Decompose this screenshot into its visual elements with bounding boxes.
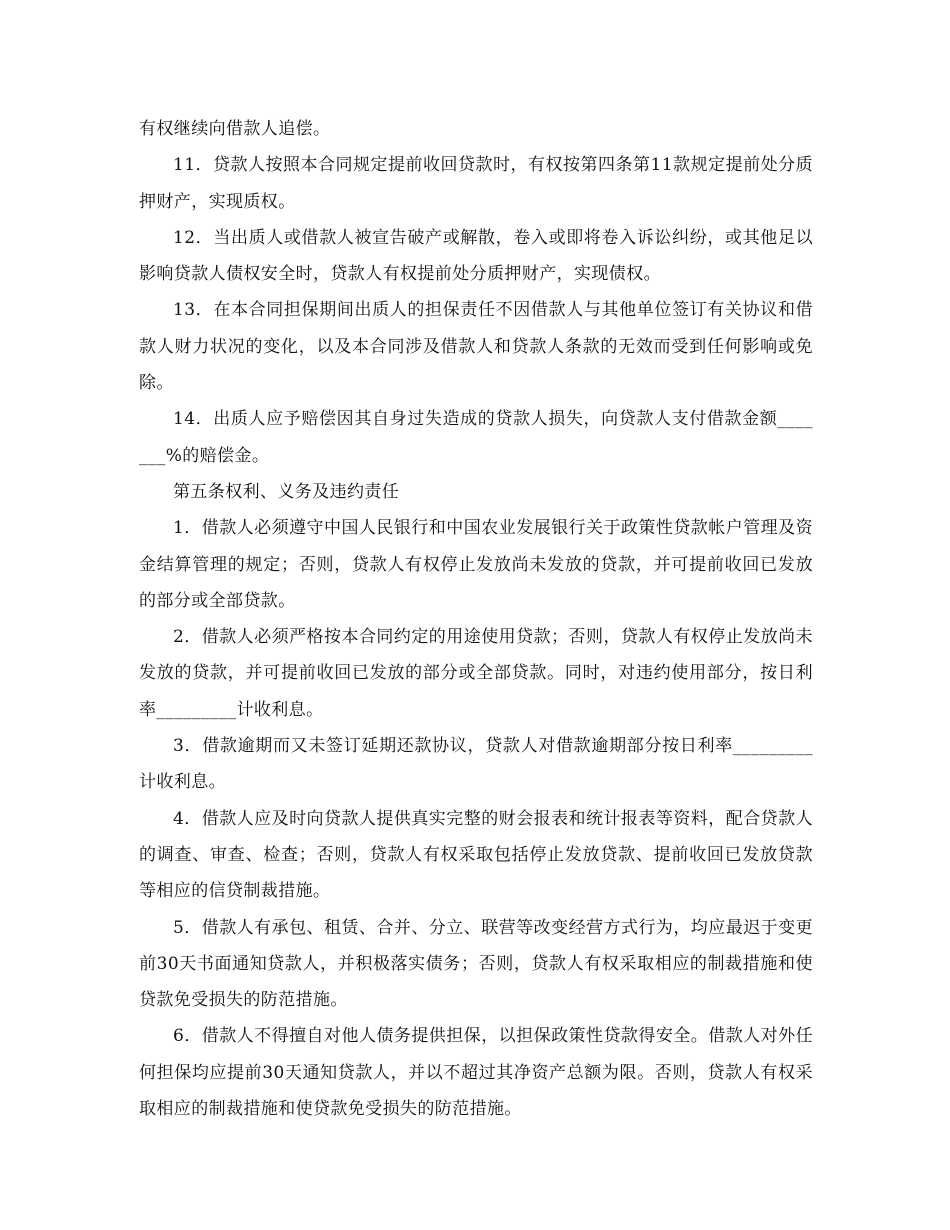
clause-14: 14．出质人应予赔偿因其自身过失造成的贷款人损失，向贷款人支付借款金额_______%的赔偿金。 bbox=[139, 409, 813, 466]
clause-11: 11．贷款人按照本合同规定提前收回贷款时，有权按第四条第11款规定提前处分质押财产，实现质权。 bbox=[139, 155, 813, 212]
article-5-clause-6: 6．借款人不得擅自对他人债务提供担保，以担保政策性贷款得安全。借款人对外任何担保均应提前30天通知贷款人，并以不超过其净资产总额为限。否则，贷款人有权采取相应的制裁措施和使贷款免受损失的防范措施。 bbox=[139, 1026, 813, 1120]
article-5-clause-3: 3．借款逾期而又未签订延期还款协议，贷款人对借款逾期部分按日利率_________计收利息。 bbox=[139, 736, 813, 793]
article-5-clause-1: 1．借款人必须遵守中国人民银行和中国农业发展银行关于政策性贷款帐户管理及资金结算管理的规定；否则，贷款人有权停止发放尚未发放的贷款，并可提前收回已发放的部分或全部贷款。 bbox=[139, 518, 813, 611]
clause-12: 12．当出质人或借款人被宣告破产或解散，卷入或即将卷入诉讼纠纷，或其他足以影响贷款人债权安全时，贷款人有权提前处分质押财产，实现债权。 bbox=[139, 227, 813, 285]
paragraph-continuation: 有权继续向借款人追偿。 bbox=[139, 119, 331, 139]
document-body bbox=[139, 111, 813, 1127]
article-5-clause-4: 4．借款人应及时向贷款人提供真实完整的财会报表和统计报表等资料，配合贷款人的调查、审查、检查；否则，贷款人有权采取包括停止发放贷款、提前收回已发放贷款等相应的信贷制裁措施。 bbox=[139, 808, 813, 902]
clause-13: 13．在本合同担保期间出质人的担保责任不因借款人与其他单位签订有关协议和借款人财力状况的变化，以及本合同涉及借款人和贷款人条款的无效而受到任何影响或免除。 bbox=[139, 300, 813, 394]
section-heading-article-5: 第五条权利、义务及违约责任 bbox=[173, 481, 400, 502]
article-5-clause-5: 5．借款人有承包、租赁、合并、分立、联营等改变经营方式行为，均应最迟于变更前30天书面通知贷款人，并积极落实债务；否则，贷款人有权采取相应的制裁措施和使贷款免受损失的防范措施。 bbox=[139, 917, 813, 1011]
article-5-clause-2: 2．借款人必须严格按本合同约定的用途使用贷款；否则，贷款人有权停止发放尚未发放的贷款，并可提前收回已发放的部分或全部贷款。同时，对违约使用部分，按日利率_________计收利息。 bbox=[139, 627, 813, 720]
